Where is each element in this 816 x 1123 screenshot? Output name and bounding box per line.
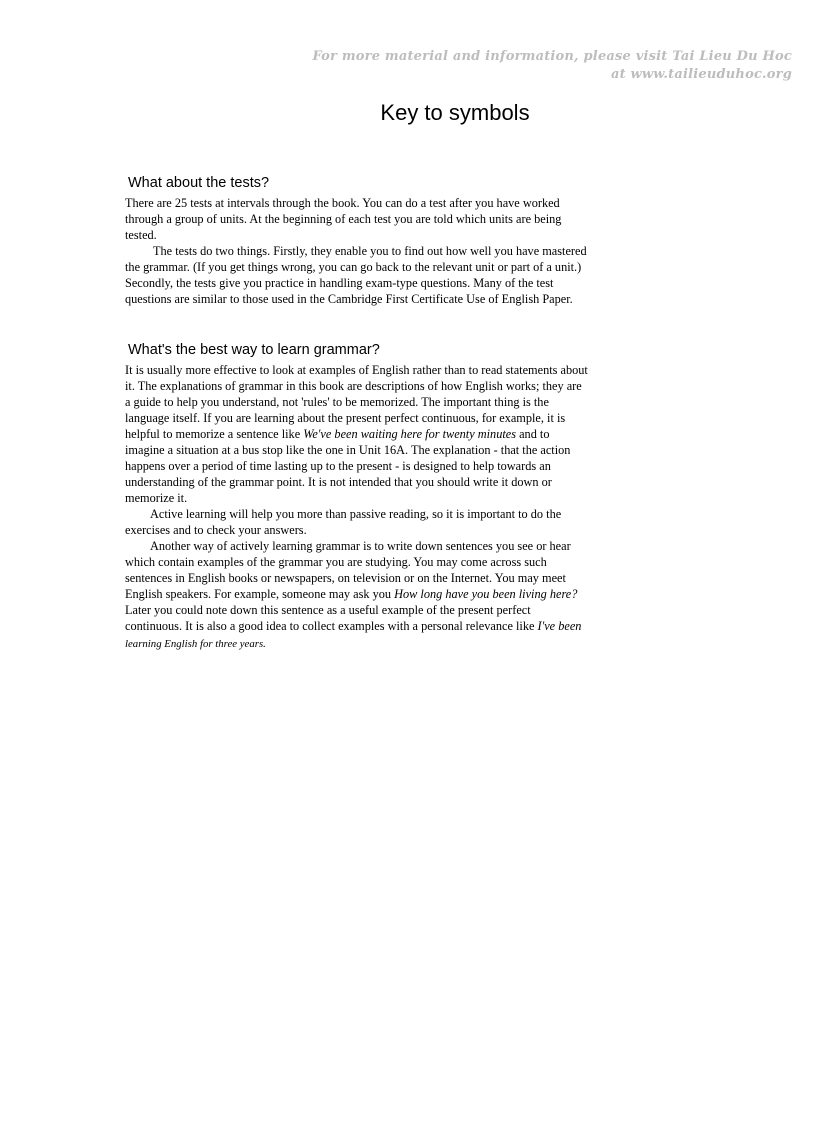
paragraph-examples-text-b: and to imagine a situation at a bus stop like the one in Unit 16A. The explanation - that the action happens over a period of time lasting up to the present - is designed to help towards an understanding of the grammar point. It is not intended that you should write it down or memorize it. xyxy=(125,427,571,505)
example-sentence-living: How long have you been living here? xyxy=(394,587,578,601)
paragraph-tests-purpose: The tests do two things. Firstly, they enable you to find out how well you have mastered the grammar. (If you get things wrong, you can go back to the relevant unit or part of a unit.) Secondly, the tests give you practice in handling exam-type questions. Many of the test questions are similar to those used in the Cambridge First Certificate Use of English Paper. xyxy=(125,244,587,306)
section-tests xyxy=(125,174,590,307)
paragraph-examples-text-a: It is usually more effective to look at examples of English rather than to read statements about it. The explanations of grammar in this book are descriptions of how English works; they are a guide to help you understand, not 'rules' to be memorized. The important thing is the language itself. If you are learning about the present perfect continuous, for example, it is helpful to memorize a sentence like xyxy=(125,363,588,441)
paragraph-write-down-text-b: Later you could note down this sentence as a useful example of the present perfect continuous. It is also a good idea to collect examples with a personal relevance like xyxy=(125,603,538,633)
watermark-line-2: at www.tailieuduhoc.org xyxy=(610,67,792,82)
watermark xyxy=(312,48,792,84)
section-heading-tests: What about the tests? xyxy=(128,175,270,191)
paragraph-active-learning: Active learning will help you more than passive reading, so it is important to do the exercises and to check your answers. xyxy=(125,507,562,537)
example-sentence-learning-b: learning English for three years. xyxy=(125,638,266,650)
page-title: Key to symbols xyxy=(380,100,530,125)
example-sentence-waiting: We've been waiting here for twenty minutes xyxy=(303,427,517,441)
section-heading-learn-grammar: What's the best way to learn grammar? xyxy=(128,342,380,358)
section-learn-grammar xyxy=(125,341,590,652)
paragraph-write-down xyxy=(125,538,590,652)
watermark-line-1: For more material and information, please visit Tai Lieu Du Hoc xyxy=(312,49,792,64)
paragraph-write-down-text-a: Another way of actively learning grammar is to write down sentences you see or hear which contain examples of the grammar you are studying. You may come across such sentences in English books or newspapers, on television or on the Internet. You may meet English speakers. For example, someone may ask you xyxy=(125,539,571,601)
example-sentence-learning-a: I've been xyxy=(537,619,582,633)
paragraph-tests-intro: There are 25 tests at intervals through the book. You can do a test after you have worked through a group of units. At the beginning of each test you are told which units are being tested. xyxy=(125,196,562,242)
paragraph-examples xyxy=(125,362,590,506)
